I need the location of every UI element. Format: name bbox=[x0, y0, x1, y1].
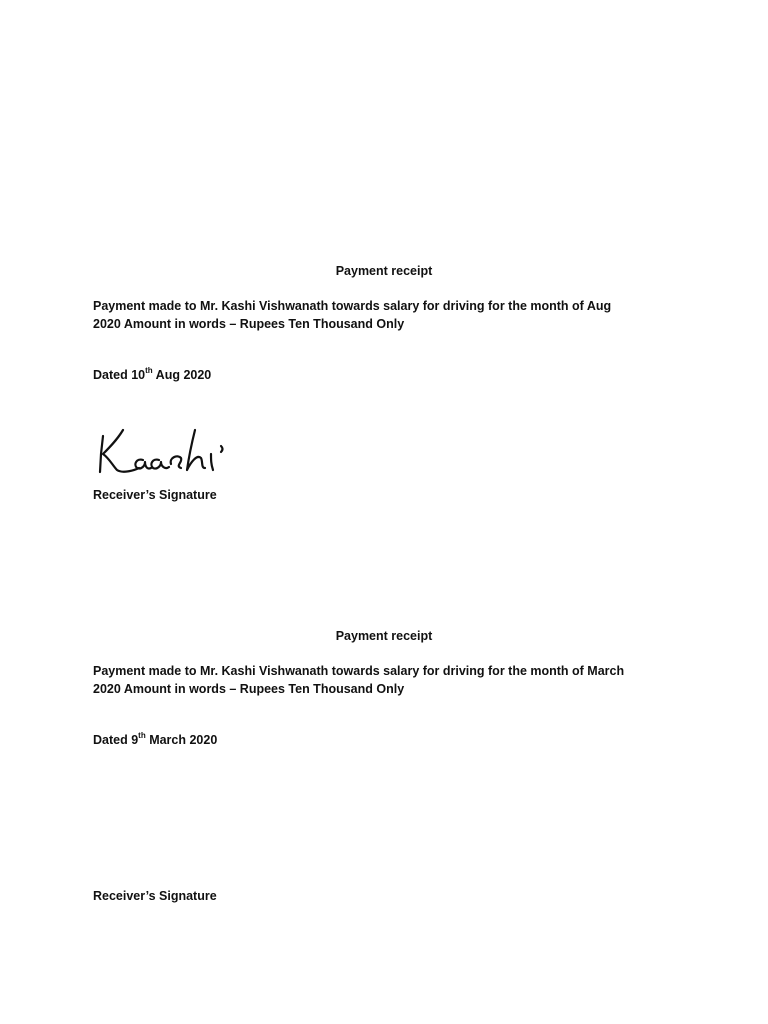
receipt-1-signature bbox=[95, 424, 235, 480]
receipt-2-date-prefix: Dated 9 bbox=[93, 733, 139, 747]
receipt-2-body-line-1: Payment made to Mr. Kashi Vishwanath towards salary for driving for the month of March bbox=[93, 664, 625, 678]
receipt-1-body-line-1: Payment made to Mr. Kashi Vishwanath towards salary for driving for the month of Aug bbox=[93, 299, 612, 313]
receipt-1-date-suffix: Aug 2020 bbox=[152, 368, 212, 382]
receipt-1-signature-label: Receiver’s Signature bbox=[93, 488, 217, 502]
receipt-1-date-prefix: Dated 10 bbox=[93, 368, 146, 382]
receipt-2-date-suffix: March 2020 bbox=[145, 733, 218, 747]
receipt-1-body bbox=[93, 297, 683, 333]
receipt-2-title: Payment receipt bbox=[335, 629, 433, 643]
receipt-2-body bbox=[93, 662, 683, 698]
receipt-1-body-line-2: 2020 Amount in words – Rupees Ten Thousand Only bbox=[93, 317, 405, 331]
receipt-1-date bbox=[93, 367, 211, 383]
receipt-2-date-ordinal: th bbox=[138, 730, 146, 740]
receipt-1-title: Payment receipt bbox=[335, 264, 433, 278]
receipt-2-body-line-2: 2020 Amount in words – Rupees Ten Thousand Only bbox=[93, 682, 405, 696]
receipt-1-date-ordinal: th bbox=[145, 365, 153, 375]
receipt-2-signature-label: Receiver’s Signature bbox=[93, 889, 217, 903]
receipt-2-date bbox=[93, 732, 217, 748]
